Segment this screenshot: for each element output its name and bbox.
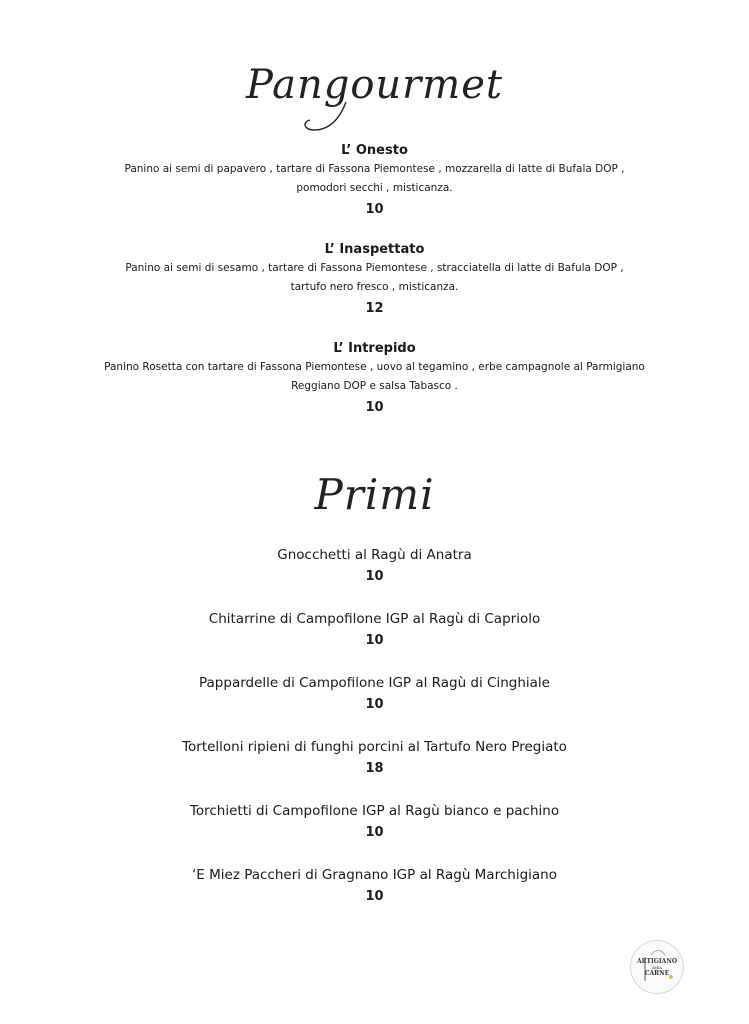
- menu-item: [0, 737, 749, 779]
- item-name: Gnocchetti al Ragù di Anatra: [277, 547, 472, 563]
- item-price: 10: [365, 633, 384, 648]
- item-description: Panino Rosetta con tartare di Fassona Piemontese , uovo al tegamino , erbe campagnole al Parmigiano: [104, 361, 645, 373]
- logo-text-line: ARTIGIANO: [636, 958, 678, 965]
- menu-item: [0, 142, 749, 219]
- item-price: 10: [365, 889, 384, 904]
- item-name: Chitarrine di Campofilone IGP al Ragù di Capriolo: [208, 611, 541, 627]
- item-name: L’ Onesto: [341, 143, 408, 158]
- item-description: tartufo nero fresco , misticanza.: [290, 281, 459, 293]
- menu-item: [0, 801, 749, 843]
- item-name: L’ Intrepido: [333, 341, 416, 356]
- item-price: 18: [365, 761, 384, 776]
- menu-item: [0, 673, 749, 715]
- item-description: Panino ai semi di sesamo , tartare di Fassona Piemontese , stracciatella di latte di Bafula DOP ,: [125, 262, 624, 274]
- item-description: Reggiano DOP e salsa Tabasco .: [291, 380, 458, 392]
- item-name: L’ Inaspettato: [324, 242, 425, 257]
- item-name: ‘E Miez Paccheri di Gragnano IGP al Ragù Marchigiano: [192, 867, 557, 883]
- item-name: Tortelloni ripieni di funghi porcini al Tartufo Nero Pregiato: [182, 739, 567, 755]
- logo-text-line: CARNE: [644, 970, 670, 977]
- item-price: 12: [365, 301, 384, 316]
- menu-item: [0, 241, 749, 318]
- item-price: 10: [365, 400, 384, 415]
- item-name: Torchietti di Campofilone IGP al Ragù bianco e pachino: [189, 803, 560, 819]
- menu-item: [0, 865, 749, 907]
- item-description: pomodori secchi , misticanza.: [296, 182, 453, 194]
- item-description: Panino ai semi di papavero , tartare di Fassona Piemontese , mozzarella di latte di Bufala DOP ,: [124, 163, 625, 175]
- restaurant-logo: [630, 940, 684, 994]
- section-title-primi: Primi: [314, 470, 435, 519]
- menu-item: [0, 340, 749, 417]
- item-name: Pappardelle di Campofilone IGP al Ragù di Cinghiale: [199, 675, 550, 691]
- menu-item: [0, 545, 749, 587]
- item-price: 10: [365, 825, 384, 840]
- section-title-pangourmet: Pangourmet: [246, 62, 503, 108]
- item-price: 10: [365, 202, 384, 217]
- title-flourish-icon: [300, 100, 360, 136]
- menu-item: [0, 609, 749, 651]
- logo-text-line: della: [652, 965, 662, 970]
- item-price: 10: [365, 569, 384, 584]
- item-price: 10: [365, 697, 384, 712]
